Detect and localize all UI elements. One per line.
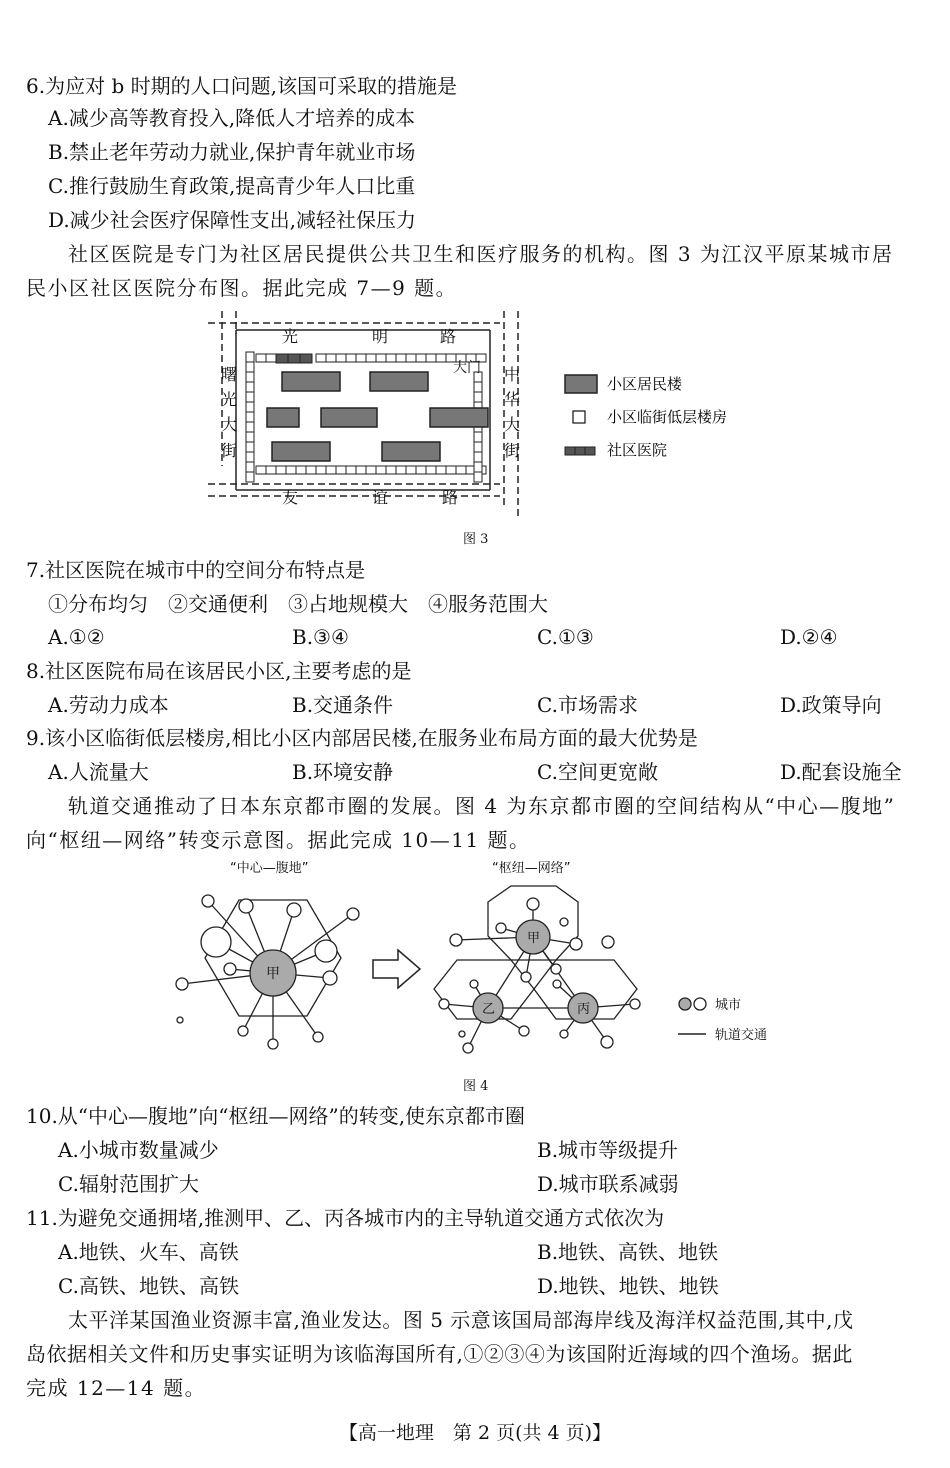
street-building-cell xyxy=(246,432,254,442)
street-building-cell xyxy=(356,466,366,474)
road-bottom-char-2: 谊 xyxy=(372,488,389,507)
street-building-cell xyxy=(416,466,426,474)
intro3-line3: 完成 12—14 题。 xyxy=(26,1376,207,1400)
street-building-cell xyxy=(474,472,482,482)
legend-city: 城市 xyxy=(715,998,742,1013)
intro3-line2: 岛依据相关文件和历史事实证明为该临海国所有,①②③④为该国附近海域的四个渔场。据此 xyxy=(26,1342,853,1366)
street-building-cell xyxy=(266,354,276,362)
street-building-cell xyxy=(286,466,296,474)
q7-stem: 7.社区医院在城市中的空间分布特点是 xyxy=(26,558,366,582)
street-building-cell xyxy=(246,462,254,472)
q10-option-d: D.城市联系减弱 xyxy=(537,1172,679,1196)
q7-option-c: C.①③ xyxy=(537,625,594,649)
q6-option-a: A.减少高等教育投入,降低人才培养的成本 xyxy=(48,106,416,130)
intro1-line2: 民小区社区医院分布图。据此完成 7—9 题。 xyxy=(26,276,458,300)
fig4-right-yi: 乙 xyxy=(482,1002,496,1017)
figure-4-diagram xyxy=(170,856,790,1071)
street-building-cell xyxy=(416,354,426,362)
road-right-char-1: 中 xyxy=(504,365,521,384)
street-building-cell xyxy=(474,432,482,442)
street-building-cell xyxy=(474,392,482,402)
q9-option-b: B.环境安静 xyxy=(292,760,394,784)
legend-rail: 轨道交通 xyxy=(715,1028,768,1043)
q10-stem: 10.从“中心—腹地”向“枢纽—网络”的转变,使东京都市圈 xyxy=(26,1104,526,1128)
community-hospital xyxy=(276,354,312,363)
road-top-char-2: 明 xyxy=(372,327,389,346)
street-building-cell xyxy=(246,352,254,362)
q7-option-b: B.③④ xyxy=(292,625,349,649)
street-building-cell xyxy=(426,354,436,362)
q8-option-b: B.交通条件 xyxy=(292,693,394,717)
street-building-cell xyxy=(306,466,316,474)
legend-residential: 小区居民楼 xyxy=(607,375,683,393)
street-building-cell xyxy=(386,354,396,362)
street-building-cell xyxy=(336,466,346,474)
fig4-label-right: “枢纽—网络” xyxy=(492,861,571,876)
q9-stem: 9.该小区临街低层楼房,相比小区内部居民楼,在服务业布局方面的最大优势是 xyxy=(26,726,698,750)
street-building-cell xyxy=(366,466,376,474)
transformation-arrow-icon xyxy=(373,950,420,988)
street-building-cell xyxy=(246,422,254,432)
street-building-cell xyxy=(376,354,386,362)
street-building-cell xyxy=(246,412,254,422)
street-building-cell xyxy=(474,442,482,452)
q11-option-c: C.高铁、地铁、高铁 xyxy=(58,1274,239,1298)
road-bottom-char-3: 路 xyxy=(442,488,459,507)
q9-option-a: A.人流量大 xyxy=(48,760,149,784)
street-building-cell xyxy=(396,354,406,362)
street-building-cell xyxy=(426,466,436,474)
gate-label: 大门 xyxy=(453,360,481,376)
page-footer: 【高一地理 第 2 页(共 4 页)】 xyxy=(338,1422,612,1444)
figure-4-legend xyxy=(678,998,767,1043)
street-building-cell xyxy=(246,452,254,462)
street-building-cell xyxy=(436,354,446,362)
fig4-left-jia: 甲 xyxy=(266,966,280,982)
figure-4-caption: 图 4 xyxy=(463,1079,489,1094)
street-building-cell xyxy=(366,354,376,362)
street-building-cell xyxy=(336,354,346,362)
street-building-cell xyxy=(446,466,456,474)
street-building-cell xyxy=(356,354,366,362)
street-building-cell xyxy=(376,466,386,474)
street-building-cell xyxy=(246,362,254,372)
street-building-cell xyxy=(474,452,482,462)
street-building-cell xyxy=(256,354,266,362)
hub-network-structure xyxy=(434,886,640,1053)
street-building-cell xyxy=(246,382,254,392)
q11-option-d: D.地铁、地铁、地铁 xyxy=(537,1274,719,1298)
fig4-right-jia: 甲 xyxy=(527,931,541,946)
street-building-cell xyxy=(256,466,266,474)
street-building-cell xyxy=(316,354,326,362)
q10-option-b: B.城市等级提升 xyxy=(537,1138,679,1162)
street-building-cell xyxy=(386,466,396,474)
street-building-cell xyxy=(406,354,416,362)
q11-stem: 11.为避免交通拥堵,推测甲、乙、丙各城市内的主导轨道交通方式依次为 xyxy=(26,1206,665,1230)
q6-option-b: B.禁止老年劳动力就业,保护青年就业市场 xyxy=(48,140,416,164)
road-right-char-3: 大 xyxy=(504,415,521,434)
fig4-right-bing: 丙 xyxy=(577,1002,591,1017)
q6-option-d: D.减少社会医疗保障性支出,减轻社保压力 xyxy=(48,208,417,232)
road-right-char-2: 华 xyxy=(504,390,521,409)
road-left-char-2: 光 xyxy=(221,390,238,409)
street-building-cell xyxy=(474,382,482,392)
road-left-char-4: 街 xyxy=(221,441,238,460)
road-right-char-4: 街 xyxy=(504,441,521,460)
q10-option-a: A.小城市数量减少 xyxy=(58,1138,219,1162)
q8-option-d: D.政策导向 xyxy=(780,693,882,717)
q6-option-c: C.推行鼓励生育政策,提高青少年人口比重 xyxy=(48,174,416,198)
street-building-cell xyxy=(296,466,306,474)
road-top-char-3: 路 xyxy=(440,327,457,346)
intro1-line1: 社区医院是专门为社区居民提供公共卫生和医疗服务的机构。图 3 为江汉平原某城市居 xyxy=(68,242,894,266)
street-building-cell xyxy=(266,466,276,474)
street-building-cell xyxy=(346,354,356,362)
road-bottom-char-1: 友 xyxy=(282,488,299,507)
q9-option-d: D.配套设施全 xyxy=(780,760,902,784)
q11-option-a: A.地铁、火车、高铁 xyxy=(58,1240,239,1264)
street-building-cell xyxy=(246,372,254,382)
street-building-cell xyxy=(456,466,466,474)
street-building-cell xyxy=(276,466,286,474)
street-building-cell xyxy=(246,402,254,412)
street-building-cell xyxy=(316,466,326,474)
q9-option-c: C.空间更宽敞 xyxy=(537,760,658,784)
q11-option-b: B.地铁、高铁、地铁 xyxy=(537,1240,719,1264)
road-left-char-1: 曙 xyxy=(221,365,238,384)
q10-option-c: C.辐射范围扩大 xyxy=(58,1172,199,1196)
intro2-line1: 轨道交通推动了日本东京都市圈的发展。图 4 为东京都市圈的空间结构从“中心—腹地” xyxy=(68,794,896,818)
street-building-cell xyxy=(326,354,336,362)
road-left-char-3: 大 xyxy=(221,415,238,434)
legend-street-building: 小区临街低层楼房 xyxy=(607,408,728,426)
figure-3-caption: 图 3 xyxy=(463,532,489,547)
intro2-line2: 向“枢纽—网络”转变示意图。据此完成 10—11 题。 xyxy=(26,828,531,852)
q7-option-a: A.①② xyxy=(48,625,105,649)
street-building-cell xyxy=(474,462,482,472)
street-building-cell xyxy=(246,442,254,452)
q8-stem: 8.社区医院布局在该居民小区,主要考虑的是 xyxy=(26,659,412,683)
q8-option-a: A.劳动力成本 xyxy=(48,693,169,717)
legend-hospital: 社区医院 xyxy=(607,441,668,459)
street-building-cell xyxy=(346,466,356,474)
road-top-char-1: 光 xyxy=(282,327,299,346)
intro3-line1: 太平洋某国渔业资源丰富,渔业发达。图 5 示意该国局部海岸线及海洋权益范围,其中,戊 xyxy=(68,1308,854,1332)
street-building-cell xyxy=(406,466,416,474)
street-building-cell xyxy=(246,392,254,402)
street-building-cell xyxy=(326,466,336,474)
figure-3-map xyxy=(200,306,730,521)
street-building-cell xyxy=(436,466,446,474)
street-building-cell xyxy=(246,472,254,482)
fig4-label-left: “中心—腹地” xyxy=(230,861,309,876)
q6-stem: 6.为应对 b 时期的人口问题,该国可采取的措施是 xyxy=(26,74,457,98)
q7-option-d: D.②④ xyxy=(780,625,838,649)
q8-option-c: C.市场需求 xyxy=(537,693,638,717)
q7-items: ①分布均匀 ②交通便利 ③占地规模大 ④服务范围大 xyxy=(48,592,548,616)
street-building-cell xyxy=(396,466,406,474)
